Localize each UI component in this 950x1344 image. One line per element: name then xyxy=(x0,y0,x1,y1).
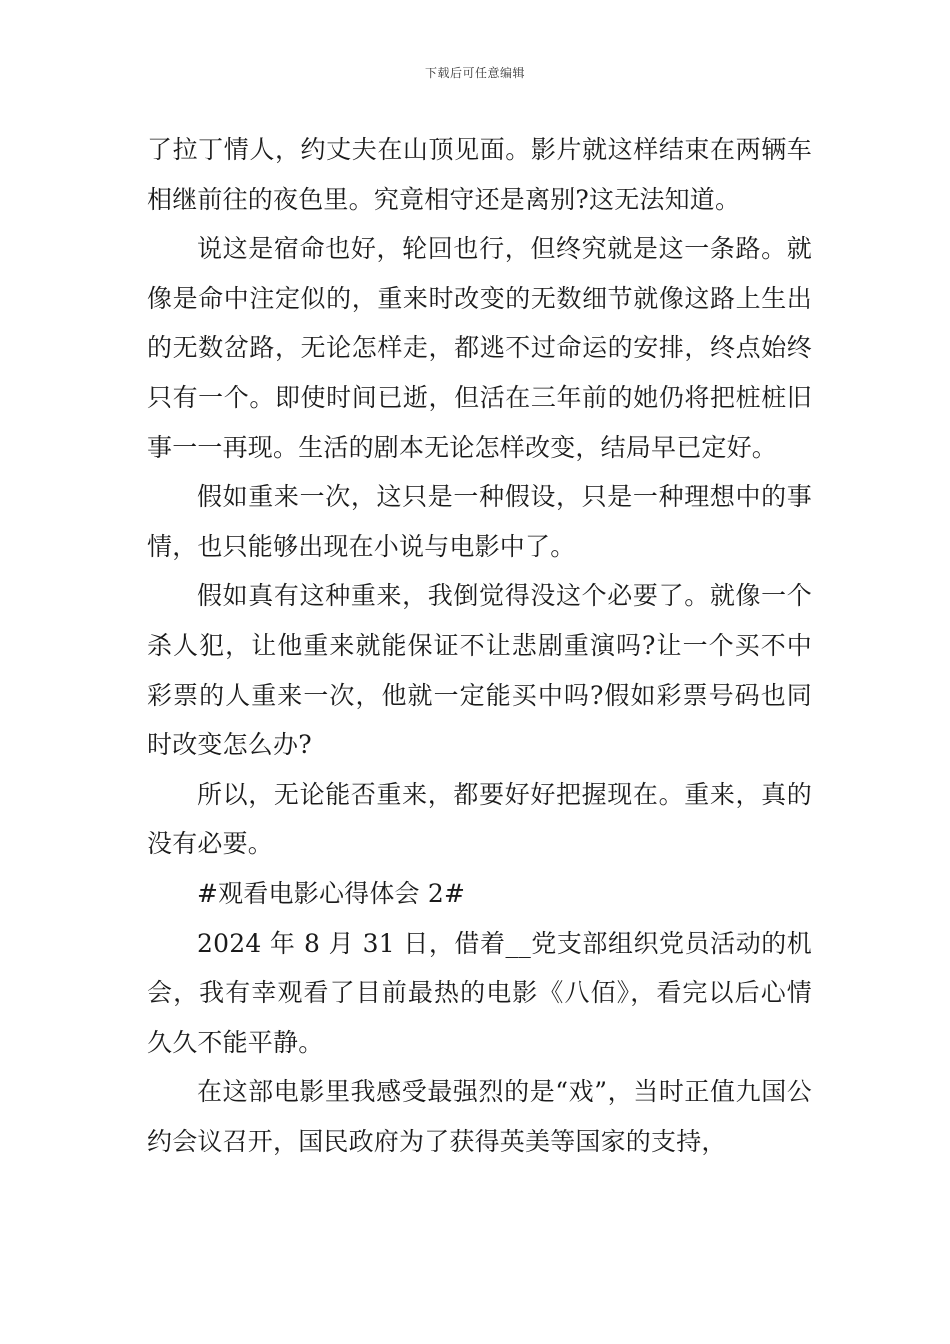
paragraph-7: 在这部电影里我感受最强烈的是“戏”，当时正值九国公约会议召开，国民政府为了获得英美等国家的支持， xyxy=(147,1077,812,1156)
document-body xyxy=(147,125,812,1166)
paragraph-1: 了拉丁情人，约丈夫在山顶见面。影片就这样结束在两辆车相继前往的夜色里。究竟相守还是离别?这无法知道。 xyxy=(147,135,812,214)
paragraph-3: 假如重来一次，这只是一种假设，只是一种理想中的事情，也只能够出现在小说与电影中了。 xyxy=(147,482,812,561)
section-heading: #观看电影心得体会 2# xyxy=(197,878,466,908)
paragraph-4: 假如真有这种重来，我倒觉得没这个必要了。就像一个杀人犯，让他重来就能保证不让悲剧重演吗?让一个买不中彩票的人重来一次，他就一定能买中吗?假如彩票号码也同时改变怎么办? xyxy=(147,581,812,760)
page-header-note: 下载后可任意编辑 xyxy=(424,66,525,80)
paragraph-5: 所以，无论能否重来，都要好好把握现在。重来，真的没有必要。 xyxy=(147,779,812,859)
paragraph-6: 2024 年 8 月 31 日，借着__党支部组织党员活动的机会，我有幸观看了目前最热的电影《八佰》，看完以后心情久久不能平静。 xyxy=(147,928,812,1057)
paragraph-2: 说这是宿命也好，轮回也行，但终究就是这一条路。就像是命中注定似的，重来时改变的无数细节就像这路上生出的无数岔路，无论怎样走，都逃不过命运的安排，终点始终只有一个。即使时间已逝，但活在三年前的她仍将把桩桩旧事一一再现。生活的剧本无论怎样改变，结局早已定好。 xyxy=(147,234,812,462)
